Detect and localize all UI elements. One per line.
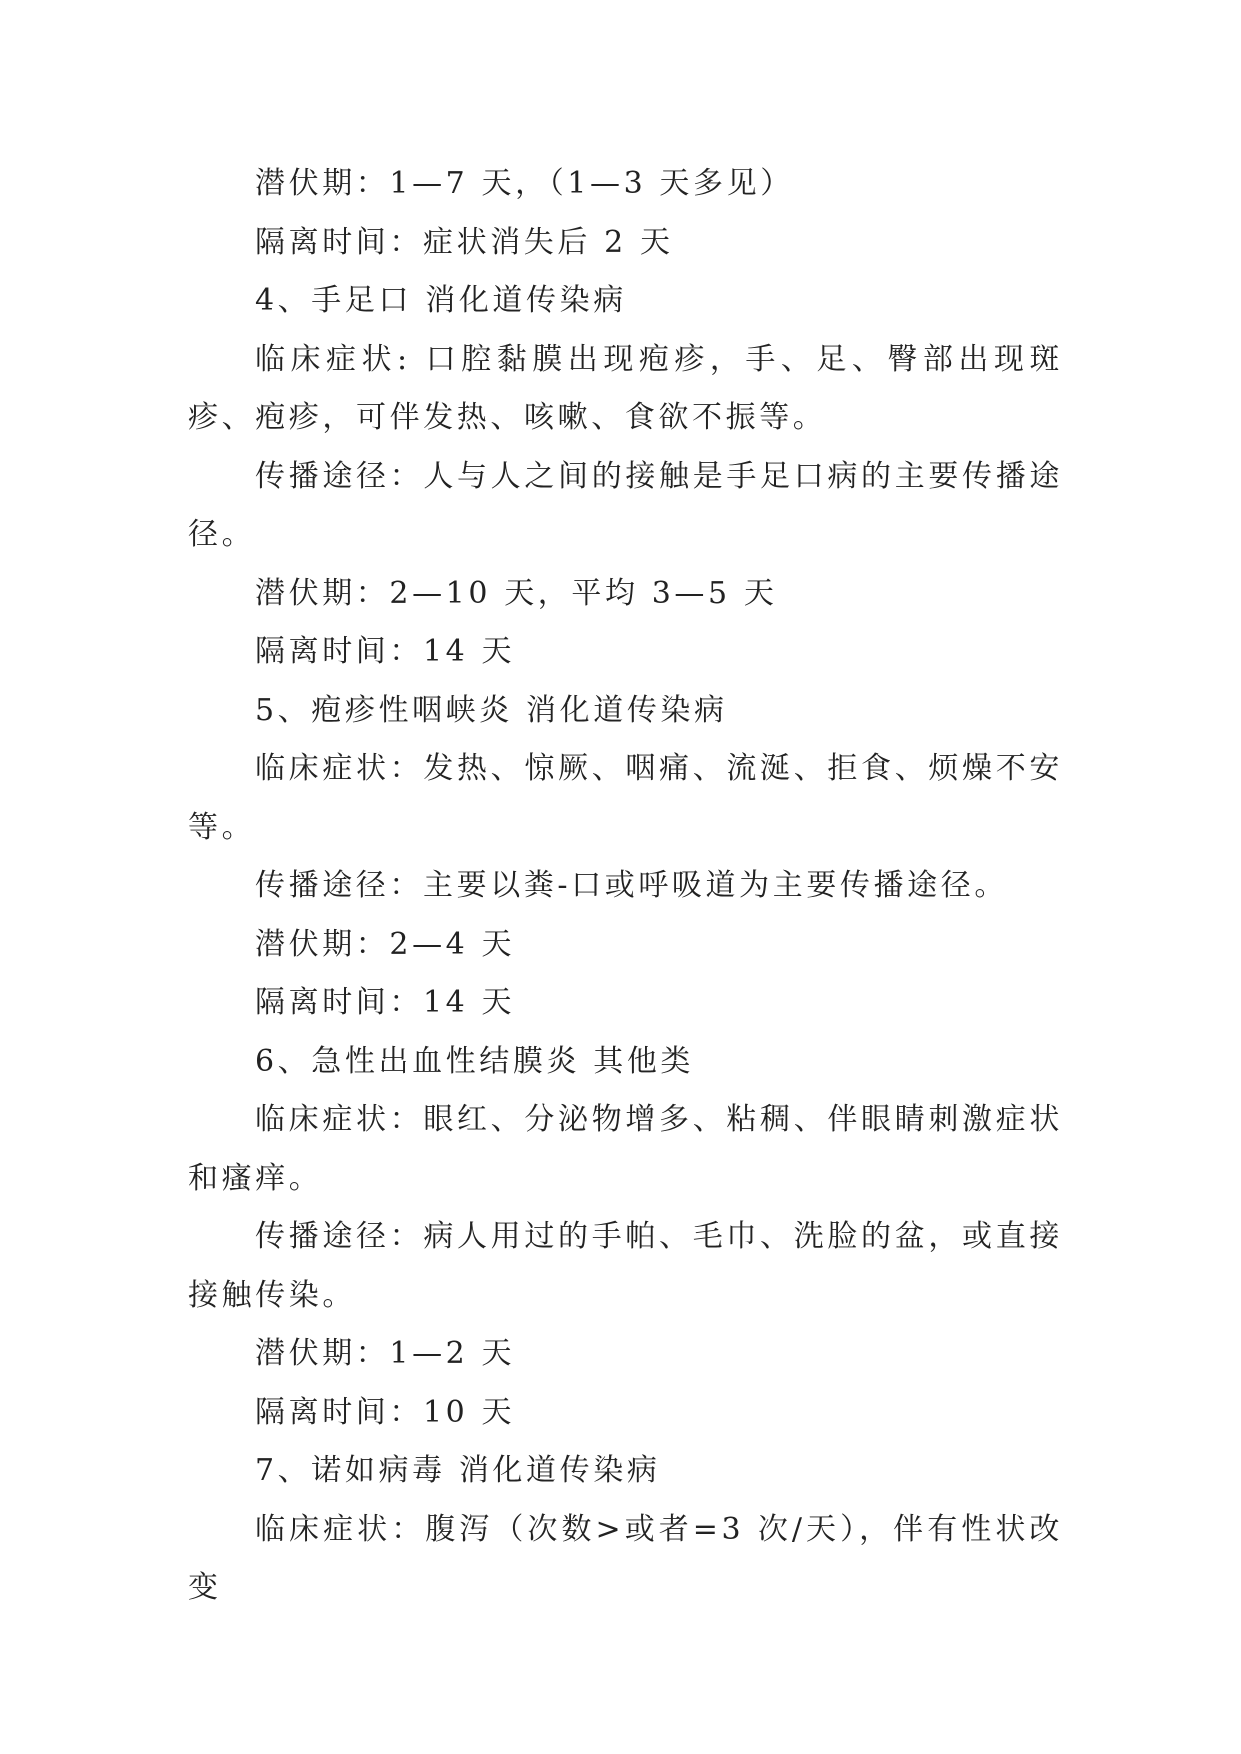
- incubation-line-5: 潜伏期：2—4 天: [255, 926, 516, 962]
- incubation-line-4: 潜伏期：2—10 天，平均 3—5 天: [255, 575, 778, 611]
- transmission-paragraph-5: 传播途径：主要以粪-口或呼吸道为主要传播途径。: [255, 868, 1008, 903]
- incubation-line-1: 潜伏期：1—7 天，（1—3 天多见）: [255, 166, 794, 201]
- transmission-paragraph-6: 传播途径：病人用过的手帕、毛巾、洗脸的盆，或直接接触传染。: [188, 1219, 1063, 1313]
- isolation-line-4: 隔离时间：14 天: [255, 634, 516, 669]
- transmission-paragraph-4: 传播途径：人与人之间的接触是手足口病的主要传播途径。: [188, 458, 1063, 552]
- section-heading-4: 4、手足口 消化道传染病: [255, 283, 627, 318]
- symptoms-paragraph-5: 临床症状：发热、惊厥、咽痛、流涎、拒食、烦燥不安等。: [188, 751, 1063, 845]
- symptoms-paragraph-7: 临床症状：腹泻（次数>或者=3 次/天），伴有性状改变: [188, 1511, 1063, 1605]
- symptoms-paragraph-6: 临床症状：眼红、分泌物增多、粘稠、伴眼睛刺激症状和瘙痒。: [188, 1102, 1063, 1196]
- incubation-line-6: 潜伏期：1—2 天: [255, 1336, 516, 1371]
- section-heading-7: 7、诺如病毒 消化道传染病: [255, 1453, 661, 1488]
- isolation-line-1: 隔离时间：症状消失后 2 天: [255, 224, 674, 260]
- section-heading-5: 5、疱疹性咽峡炎 消化道传染病: [255, 692, 728, 728]
- symptoms-paragraph-4: 临床症状: 口腔黏膜出现疱疹，手、足、臀部出现斑疹、疱疹，可伴发热、咳嗽、食欲不振等。: [188, 341, 1063, 435]
- isolation-line-5: 隔离时间：14 天: [255, 985, 516, 1020]
- section-heading-6: 6、急性出血性结膜炎 其他类: [255, 1043, 695, 1079]
- isolation-line-6: 隔离时间：10 天: [255, 1394, 516, 1430]
- document-body: [188, 155, 1063, 1618]
